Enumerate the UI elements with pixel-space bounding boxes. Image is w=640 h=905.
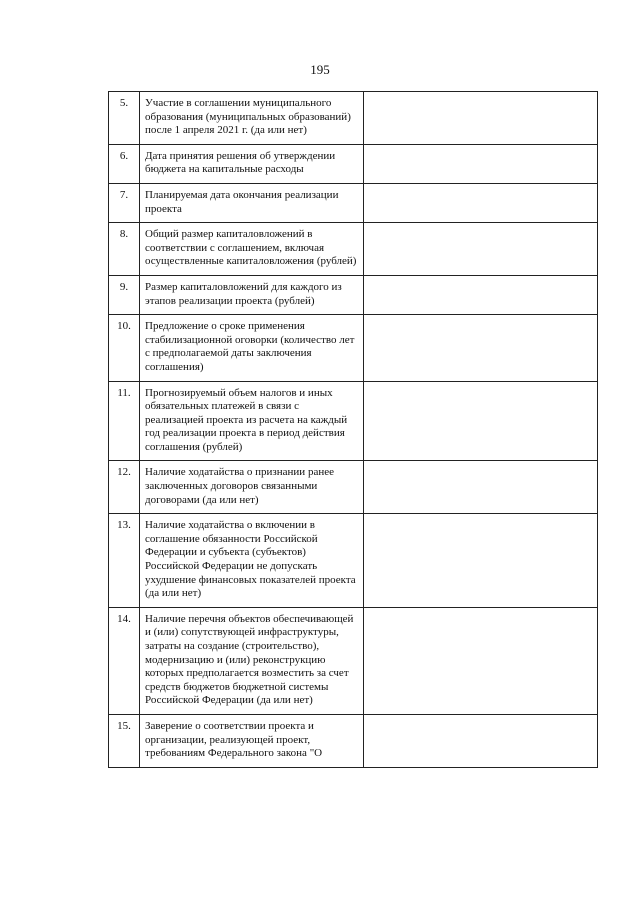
row-description: Предложение о сроке применения стабилизационной оговорки (количество лет с предполагаемой даты заключения соглашения) bbox=[140, 315, 364, 381]
page-number: 195 bbox=[310, 62, 330, 77]
row-value-cell[interactable] bbox=[364, 315, 598, 381]
table-row bbox=[109, 714, 598, 767]
row-value-cell[interactable] bbox=[364, 144, 598, 183]
row-value-cell[interactable] bbox=[364, 183, 598, 222]
row-value-cell[interactable] bbox=[364, 223, 598, 276]
row-value-cell[interactable] bbox=[364, 461, 598, 514]
row-description: Прогнозируемый объем налогов и иных обязательных платежей в связи с реализацией проекта из расчета на каждый год реализации проекта в период действия соглашения (рублей) bbox=[140, 381, 364, 461]
table-row bbox=[109, 92, 598, 145]
row-number: 12. bbox=[109, 461, 140, 514]
table-row bbox=[109, 381, 598, 461]
row-number: 11. bbox=[109, 381, 140, 461]
row-description: Наличие ходатайства о включении в соглашение обязанности Российской Федерации и субъекта (субъектов) Российской Федерации не допускать ухудшение финансовых показателей проекта (да или нет) bbox=[140, 514, 364, 608]
row-description: Планируемая дата окончания реализации проекта bbox=[140, 183, 364, 222]
table-row bbox=[109, 514, 598, 608]
row-number: 14. bbox=[109, 607, 140, 714]
row-description: Наличие перечня объектов обеспечивающей и (или) сопутствующей инфраструктуры, затраты на создание (строительство), модернизацию и (или) реконструкцию которых предполагается возместить за счет средств бюджетов бюджетной системы Российской Федерации (да или нет) bbox=[140, 607, 364, 714]
table-row bbox=[109, 144, 598, 183]
table-row bbox=[109, 183, 598, 222]
row-number: 15. bbox=[109, 714, 140, 767]
row-value-cell[interactable] bbox=[364, 275, 598, 314]
row-number: 8. bbox=[109, 223, 140, 276]
row-number: 10. bbox=[109, 315, 140, 381]
row-number: 9. bbox=[109, 275, 140, 314]
row-number: 13. bbox=[109, 514, 140, 608]
table-row bbox=[109, 275, 598, 314]
row-value-cell[interactable] bbox=[364, 514, 598, 608]
application-form-table bbox=[108, 91, 598, 768]
row-description: Размер капиталовложений для каждого из этапов реализации проекта (рублей) bbox=[140, 275, 364, 314]
row-description: Общий размер капиталовложений в соответствии с соглашением, включая осуществленные капиталовложения (рублей) bbox=[140, 223, 364, 276]
table-row bbox=[109, 223, 598, 276]
row-value-cell[interactable] bbox=[364, 714, 598, 767]
table-row bbox=[109, 607, 598, 714]
table-row bbox=[109, 315, 598, 381]
row-description: Дата принятия решения об утверждении бюджета на капитальные расходы bbox=[140, 144, 364, 183]
row-number: 6. bbox=[109, 144, 140, 183]
row-number: 5. bbox=[109, 92, 140, 145]
row-value-cell[interactable] bbox=[364, 607, 598, 714]
row-description: Заверение о соответствии проекта и организации, реализующей проект, требованиям Федерального закона "О bbox=[140, 714, 364, 767]
table-row bbox=[109, 461, 598, 514]
row-value-cell[interactable] bbox=[364, 381, 598, 461]
row-description: Участие в соглашении муниципального образования (муниципальных образований) после 1 апреля 2021 г. (да или нет) bbox=[140, 92, 364, 145]
row-description: Наличие ходатайства о признании ранее заключенных договоров связанными договорами (да или нет) bbox=[140, 461, 364, 514]
row-number: 7. bbox=[109, 183, 140, 222]
row-value-cell[interactable] bbox=[364, 92, 598, 145]
